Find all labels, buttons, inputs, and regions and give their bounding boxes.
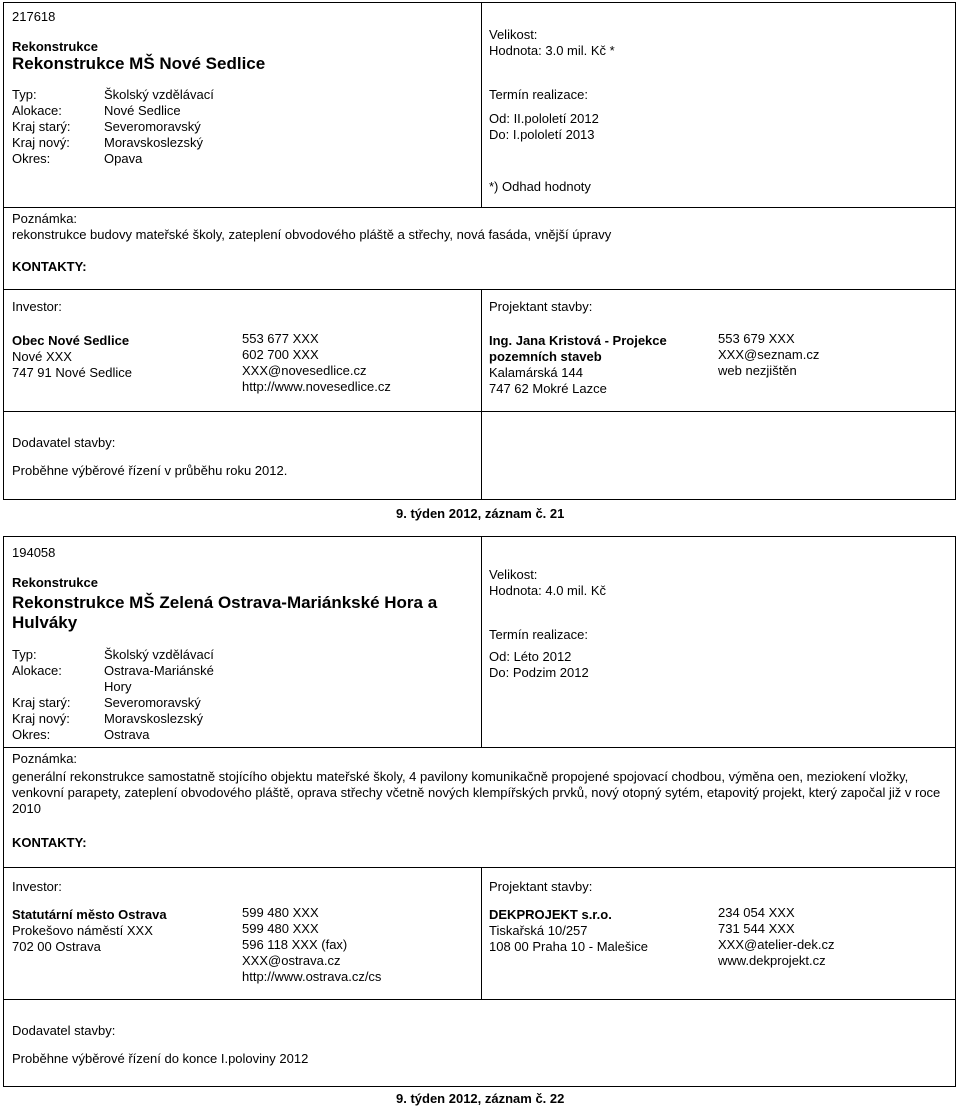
field-label: Okres:	[12, 727, 51, 742]
note-text: rekonstrukce budovy mateřské školy, zateplení obvodového pláště a střechy, nová fasáda, vnější úpravy	[12, 227, 612, 242]
record-footer: 9. týden 2012, záznam č. 21	[396, 506, 565, 521]
term-label: Termín realizace:	[489, 627, 588, 642]
field-label: Typ:	[12, 87, 37, 102]
designer-line: Kalamárská 144	[489, 365, 583, 380]
divider	[4, 207, 955, 208]
divider	[481, 289, 482, 499]
term-label: Termín realizace:	[489, 87, 588, 102]
field-label: Typ:	[12, 647, 37, 662]
record-id: 194058	[12, 545, 56, 560]
field-value: Školský vzdělávací	[104, 87, 214, 102]
record-title-cont: Hulváky	[12, 613, 78, 632]
field-value: Školský vzdělávací	[104, 647, 214, 662]
investor-line: Prokešovo náměstí XXX	[12, 923, 153, 938]
divider	[481, 867, 482, 999]
phone: 553 679 XXX	[718, 331, 795, 346]
designer-contacts	[718, 905, 835, 969]
record-194058	[3, 536, 956, 1087]
designer-label: Projektant stavby:	[489, 299, 593, 314]
field-label: Kraj nový:	[12, 135, 70, 150]
investor-name: Statutární město Ostrava	[12, 907, 167, 922]
designer-line: Tiskařská 10/257	[489, 923, 588, 938]
designer-name-cont: pozemních staveb	[489, 349, 602, 364]
record-id: 217618	[12, 9, 56, 24]
term-from: Od: II.pololetí 2012	[489, 111, 599, 126]
designer-line: 747 62 Mokré Lazce	[489, 381, 607, 396]
note-label: Poznámka:	[12, 751, 78, 766]
field-value: Nové Sedlice	[104, 103, 181, 118]
note-label: Poznámka:	[12, 211, 78, 226]
field-value: Moravskoslezský	[104, 135, 203, 150]
divider	[481, 3, 482, 207]
website: http://www.novesedlice.cz	[242, 379, 391, 394]
record-category: Rekonstrukce	[12, 39, 98, 54]
field-value: Hory	[104, 679, 132, 694]
divider	[4, 411, 955, 412]
website: www.dekprojekt.cz	[718, 953, 826, 968]
email: XXX@ostrava.cz	[242, 953, 341, 968]
investor-name: Obec Nové Sedlice	[12, 333, 130, 348]
investor-line: 702 00 Ostrava	[12, 939, 101, 954]
investor-address	[12, 907, 167, 955]
estimate-note: *) Odhad hodnoty	[489, 179, 591, 194]
email: XXX@atelier-dek.cz	[718, 937, 835, 952]
field-label: Alokace:	[12, 103, 62, 118]
term-from: Od: Léto 2012	[489, 649, 572, 664]
investor-address	[12, 333, 132, 381]
divider	[481, 537, 482, 747]
divider	[4, 289, 955, 290]
field-value: Severomoravský	[104, 119, 201, 134]
designer-address	[489, 333, 667, 397]
email: XXX@seznam.cz	[718, 347, 820, 362]
record-title: Rekonstrukce MŠ Zelená Ostrava-Mariánkské Hora a	[12, 593, 438, 612]
divider	[4, 867, 955, 868]
record-category: Rekonstrukce	[12, 575, 98, 590]
note-text: generální rekonstrukce samostatně stojícího objektu mateřské školy, 4 pavilony komunikačně propojené spojovací chodbou, výměna oen, meziokení vložky, venkovní parapety, zateplení obvodového pláště, oprava střechy včetně nových klempířských prvků, nový otopný sytém, etapovitý projekt, který započal již v roce 2010	[12, 769, 941, 816]
size-value: Hodnota: 3.0 mil. Kč *	[489, 43, 615, 58]
record-title: Rekonstrukce MŠ Nové Sedlice	[12, 54, 266, 73]
divider	[4, 747, 955, 748]
investor-contacts	[242, 905, 381, 985]
phone: 602 700 XXX	[242, 347, 319, 362]
supplier-label: Dodavatel stavby:	[12, 1023, 116, 1038]
supplier-text: Proběhne výběrové řízení do konce I.poloviny 2012	[12, 1051, 309, 1066]
designer-name: Ing. Jana Kristová - Projekce	[489, 333, 667, 348]
investor-contacts	[242, 331, 391, 395]
field-label: Kraj starý:	[12, 119, 71, 134]
field-value: Ostrava-Mariánské	[104, 663, 214, 678]
supplier-text: Proběhne výběrové řízení v průběhu roku 2012.	[12, 463, 288, 478]
field-label: Okres:	[12, 151, 51, 166]
investor-label: Investor:	[12, 879, 62, 894]
size-label: Velikost:	[489, 27, 538, 42]
phone: 599 480 XXX	[242, 921, 319, 936]
phone: 553 677 XXX	[242, 331, 319, 346]
field-label	[12, 679, 104, 695]
website: http://www.ostrava.cz/cs	[242, 969, 382, 984]
designer-address	[489, 907, 648, 955]
term-to: Do: Podzim 2012	[489, 665, 589, 680]
size-value: Hodnota: 4.0 mil. Kč	[489, 583, 607, 598]
email: XXX@novesedlice.cz	[242, 363, 367, 378]
designer-contacts	[718, 331, 819, 379]
designer-line: 108 00 Praha 10 - Malešice	[489, 939, 648, 954]
size-label: Velikost:	[489, 567, 538, 582]
designer-label: Projektant stavby:	[489, 879, 593, 894]
investor-line: Nové XXX	[12, 349, 72, 364]
field-label: Alokace:	[12, 663, 62, 678]
phone: 731 544 XXX	[718, 921, 795, 936]
field-value: Ostrava	[104, 727, 150, 742]
contacts-label: KONTAKTY:	[12, 259, 87, 274]
phone: 599 480 XXX	[242, 905, 319, 920]
phone: 234 054 XXX	[718, 905, 795, 920]
record-footer: 9. týden 2012, záznam č. 22	[396, 1091, 565, 1106]
website: web nezjištěn	[718, 363, 797, 378]
field-value: Moravskoslezský	[104, 711, 203, 726]
record-fields	[12, 87, 214, 167]
investor-label: Investor:	[12, 299, 62, 314]
designer-name: DEKPROJEKT s.r.o.	[489, 907, 612, 922]
record-fields	[12, 647, 214, 743]
field-value: Opava	[104, 151, 143, 166]
term-to: Do: I.pololetí 2013	[489, 127, 595, 142]
field-label: Kraj starý:	[12, 695, 71, 710]
field-value: Severomoravský	[104, 695, 201, 710]
supplier-label: Dodavatel stavby:	[12, 435, 116, 450]
divider	[4, 999, 955, 1000]
investor-line: 747 91 Nové Sedlice	[12, 365, 132, 380]
field-label: Kraj nový:	[12, 711, 70, 726]
record-217618	[3, 2, 956, 500]
contacts-label: KONTAKTY:	[12, 835, 87, 850]
fax: 596 118 XXX (fax)	[242, 937, 348, 952]
